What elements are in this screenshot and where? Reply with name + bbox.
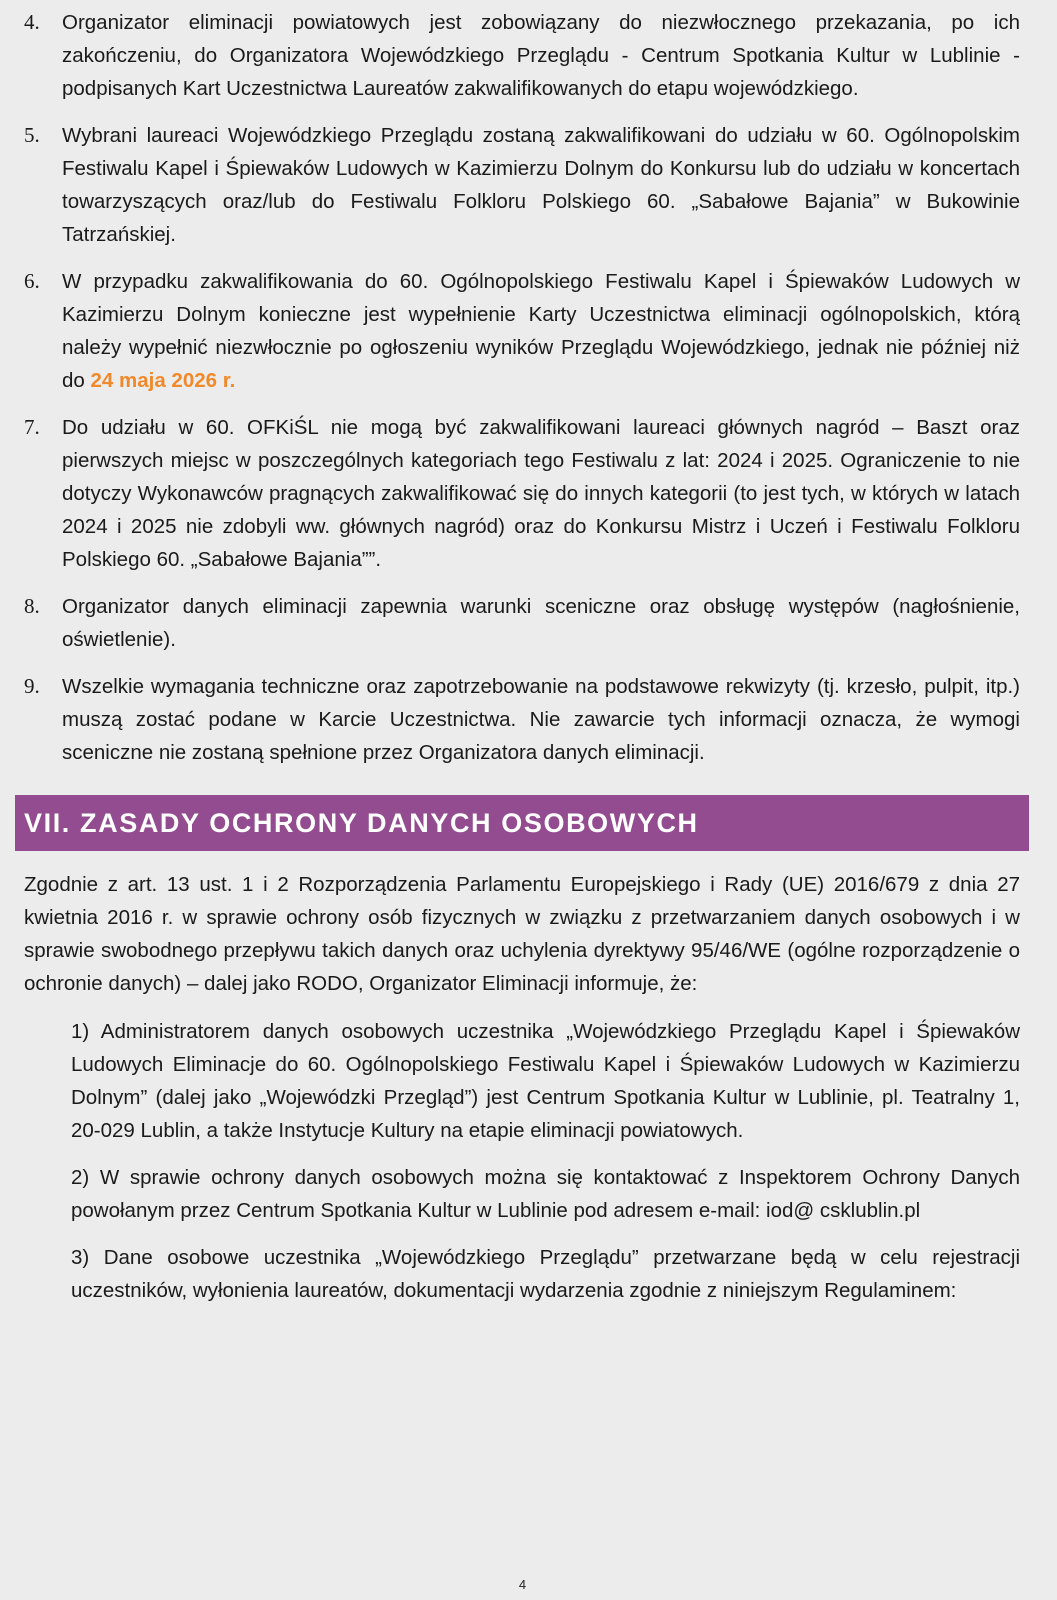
list-item-number: 5. [24,123,40,147]
section-title: VII. ZASADY OCHRONY DANYCH OSOBOWYCH [24,808,699,838]
list-item [24,265,1020,397]
list-item-text: Organizator eliminacji powiatowych jest zobowiązany do niezwłocznego przekazania, po ich zakończeniu, do Organizatora Wojewódzkiego Przeglądu - Centrum Spotkania Kultur w Lublinie - podpisanych Kart Uczestnictwa Laureatów zakwalifikowanych do etapu wojewódzkiego. [62,11,1020,100]
list-item [24,590,1020,656]
list-item-text: Do udziału w 60. OFKiŚL nie mogą być zakwalifikowani laureaci głównych nagród – Baszt oraz pierwszych miejsc w poszczególnych kategoriach tego Festiwalu z lat: 2024 i 2025. Ograniczenie to nie dotyczy Wykonawców pragnących zakwalifikować się do innych kategorii (to jest tych, w których w latach 2024 i 2025 nie zdobyli ww. głównych nagród) oraz do Konkursu Mistrz i Uczeń i Festiwalu Folkloru Polskiego 60. „Sabałowe Bajania””. [62,416,1020,571]
list-item [24,670,1020,769]
section-header [15,795,1029,851]
list-item [24,411,1020,576]
list-item-number: 7. [24,415,40,439]
list-item-text: Wybrani laureaci Wojewódzkiego Przeglądu zostaną zakwalifikowani do udziału w 60. Ogólnopolskim Festiwalu Kapel i Śpiewaków Ludowych w Kazimierzu Dolnym do Konkursu lub do udziału w koncertach towarzyszących oraz/lub do Festiwalu Folkloru Polskiego 60. „Sabałowe Bajania” w Bukowinie Tatrzańskiej. [62,124,1020,246]
list-item-number: 9. [24,674,40,698]
list-item-number: 6. [24,269,40,293]
sub-list-item: 3) Dane osobowe uczestnika „Wojewódzkiego Przeglądu” przetwarzane będą w celu rejestracji uczestników, wyłonienia laureatów, dokumentacji wydarzenia zgodnie z niniejszym Regulaminem: [71,1246,1020,1302]
list-item-text: Wszelkie wymagania techniczne oraz zapotrzebowanie na podstawowe rekwizyty (tj. krzesło, pulpit, itp.) muszą zostać podane w Karcie Uczestnictwa. Nie zawarcie tych informacji oznacza, że wymogi sceniczne nie zostaną spełnione przez Organizatora danych eliminacji. [62,675,1020,764]
list-item-number: 8. [24,594,40,618]
sub-list [71,1015,1020,1321]
page-number: 4 [518,1577,527,1592]
sub-list-item: 2) W sprawie ochrony danych osobowych można się kontaktować z Inspektorem Ochrony Danych powołanym przez Centrum Spotkania Kultur w Lublinie pod adresem e-mail: iod@ csklublin.pl [71,1166,1020,1222]
list-item-number: 4. [24,10,40,34]
numbered-list [24,6,1020,783]
list-item [24,6,1020,105]
list-item-text: Organizator danych eliminacji zapewnia warunki sceniczne oraz obsługę występów (nagłośnienie, oświetlenie). [62,595,1020,651]
deadline-date: 24 maja 2026 r. [90,369,236,392]
list-item [24,119,1020,251]
intro-paragraph: Zgodnie z art. 13 ust. 1 i 2 Rozporządzenia Parlamentu Europejskiego i Rady (UE) 2016/679 z dnia 27 kwietnia 2016 r. w sprawie ochrony osób fizycznych w związku z przetwarzaniem danych osobowych i w sprawie swobodnego przepływu takich danych oraz uchylenia dyrektywy 95/46/WE (ogólne rozporządzenie o ochronie danych) – dalej jako RODO, Organizator Eliminacji informuje, że: [24,873,1020,995]
sub-list-item: 1) Administratorem danych osobowych uczestnika „Wojewódzkiego Przeglądu Kapel i Śpiewaków Ludowych Eliminacje do 60. Ogólnopolskiego Festiwalu Kapel i Śpiewaków Ludowych w Kazimierzu Dolnym” (dalej jako „Wojewódzki Przegląd”) jest Centrum Spotkania Kultur w Lublinie, pl. Teatralny 1, 20-029 Lublin, a także Instytucje Kultury na etapie eliminacji powiatowych. [71,1020,1020,1142]
list-item-text: W przypadku zakwalifikowania do 60. Ogólnopolskiego Festiwalu Kapel i Śpiewaków Ludowych w Kazimierzu Dolnym konieczne jest wypełnienie Karty Uczestnictwa eliminacji ogólnopolskich, którą należy wypełnić niezwłocznie po ogłoszeniu wyników Przeglądu Wojewódzkiego, jednak nie później niż do [62,270,1020,392]
